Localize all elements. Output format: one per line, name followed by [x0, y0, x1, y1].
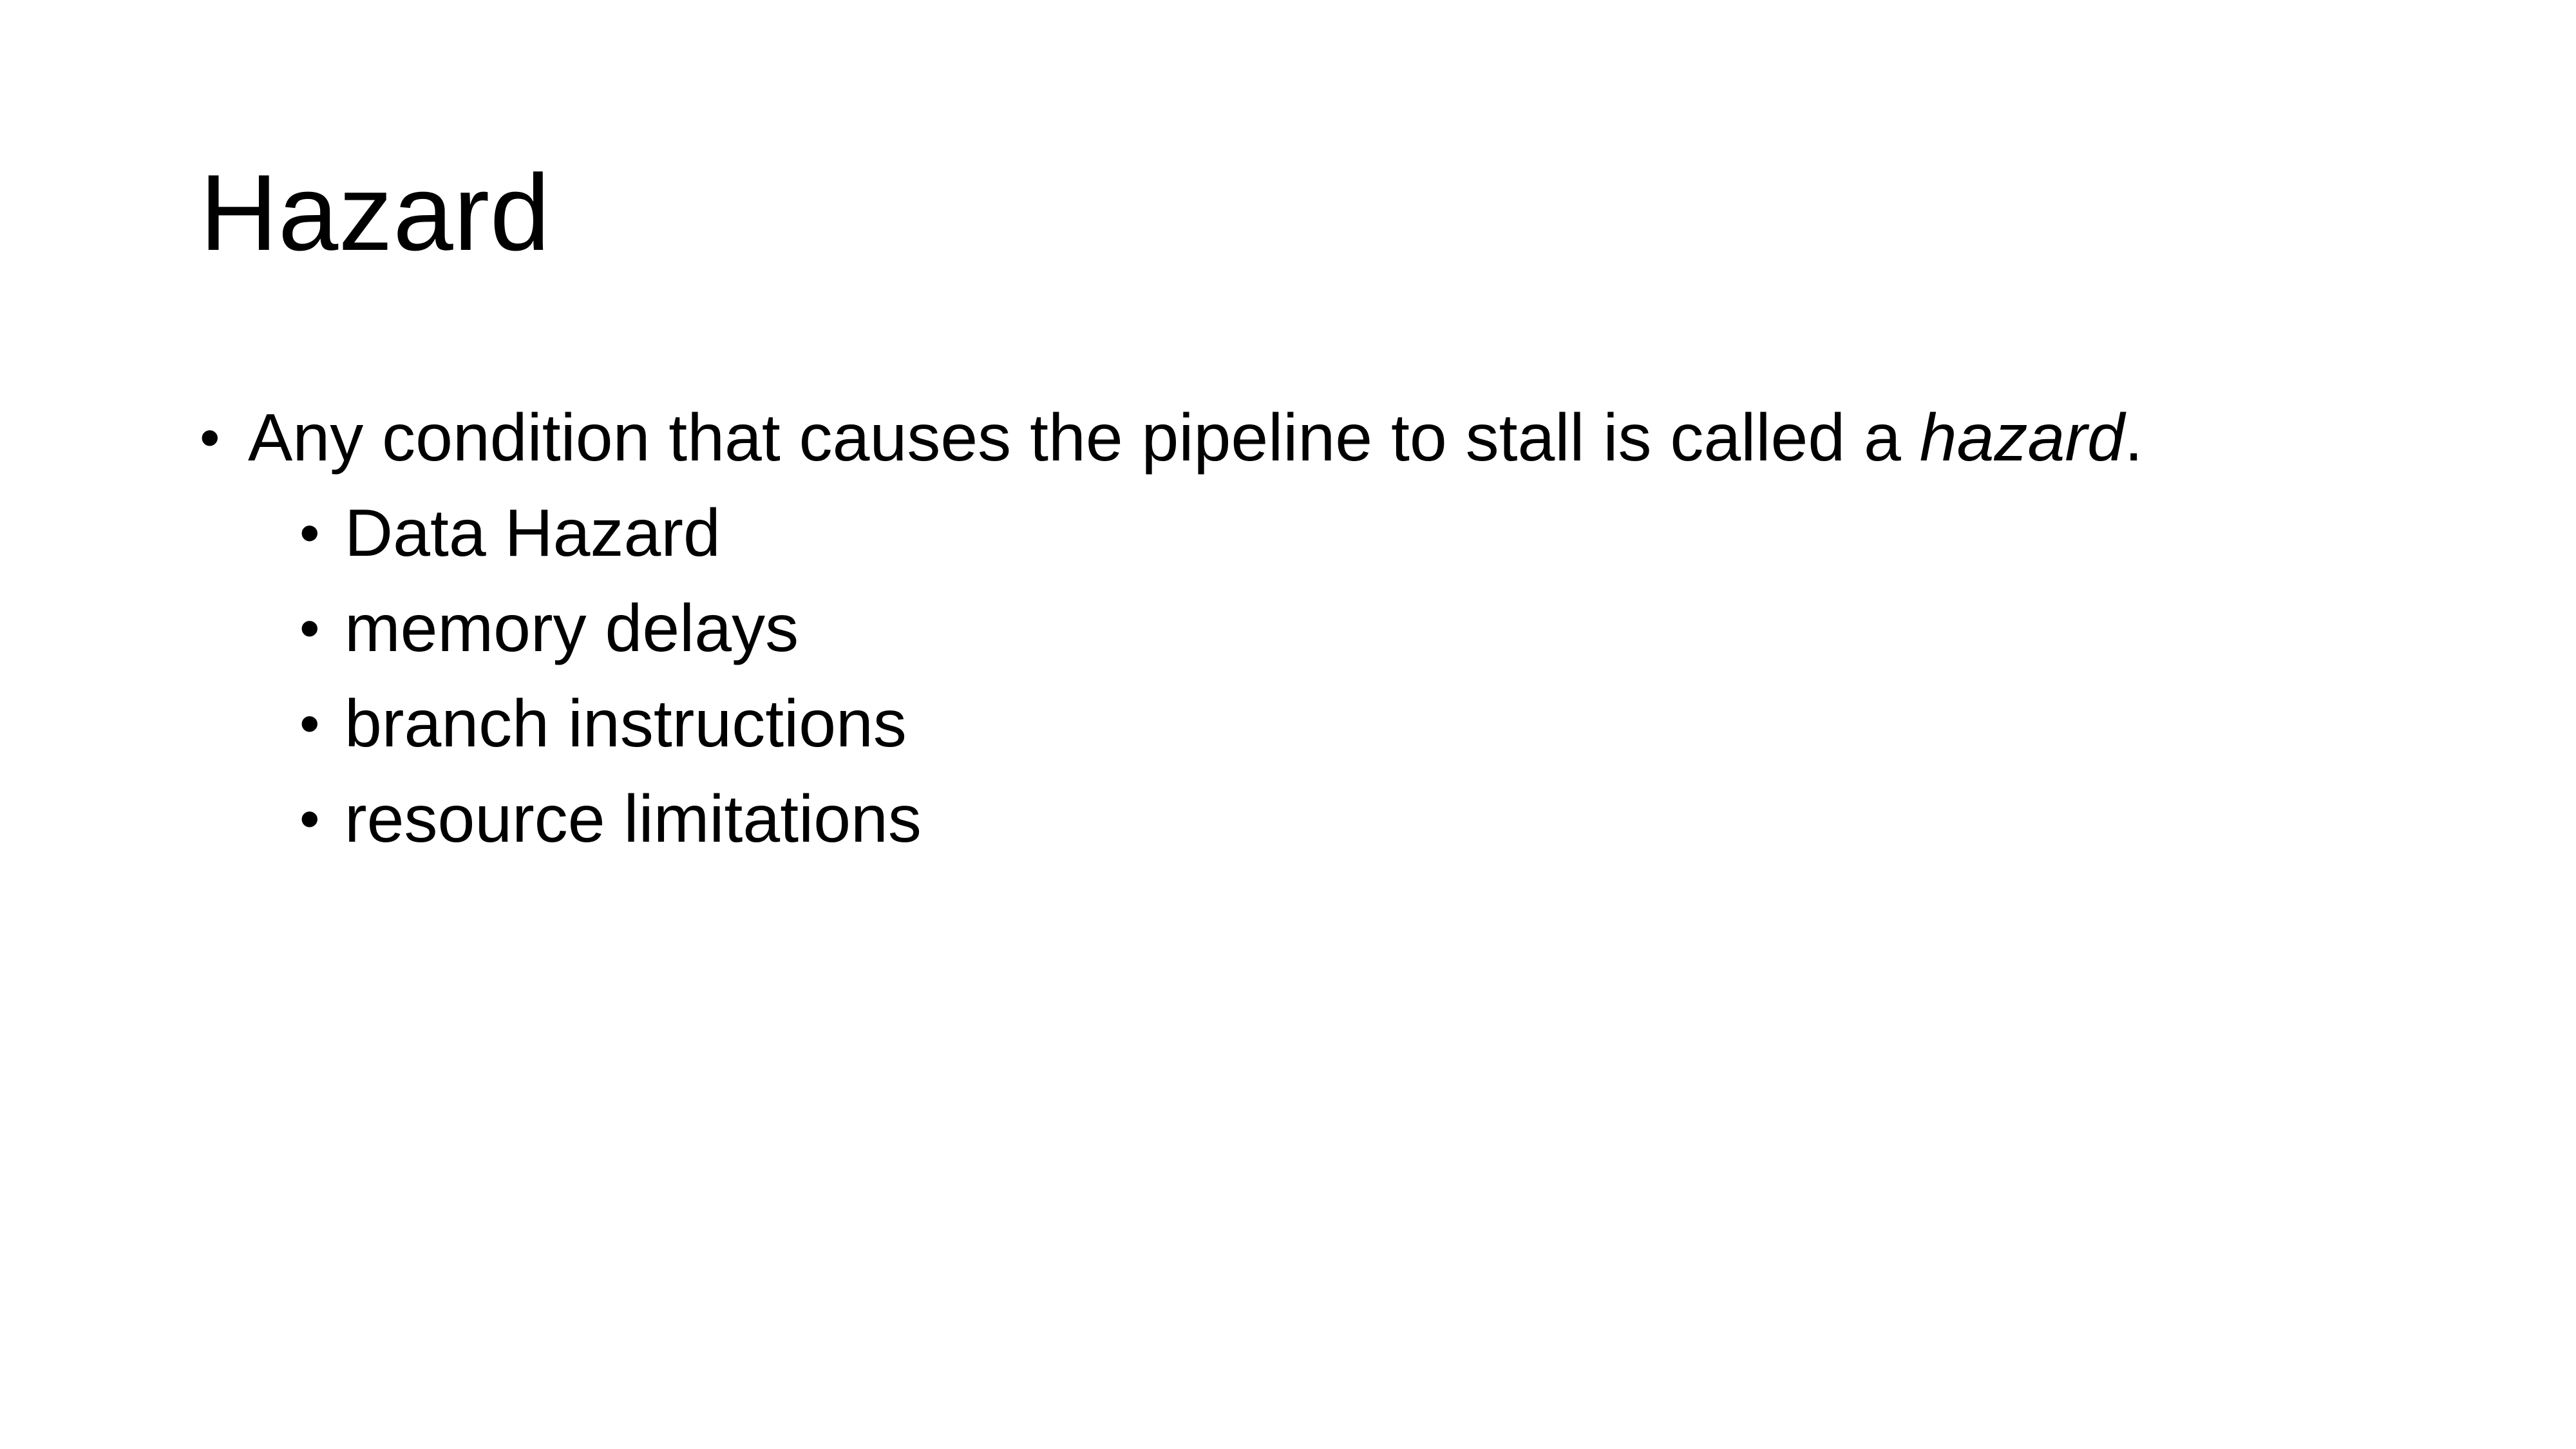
bullet-dot-icon: •	[299, 787, 320, 851]
sub-bullet-resource-limitations	[200, 774, 2454, 869]
sub-bullet-text: Data Hazard	[345, 496, 721, 571]
slide-title: Hazard	[200, 152, 551, 273]
bullet-main-punct: .	[2124, 401, 2143, 475]
bullet-dot-icon: •	[200, 406, 220, 470]
bullet-dot-icon: •	[299, 692, 320, 756]
sub-bullet-text: branch instructions	[345, 687, 907, 761]
sub-bullet-branch-instructions	[200, 679, 2454, 774]
sub-bullet-data-hazard	[200, 488, 2454, 583]
slide-body	[200, 393, 2454, 869]
bullet-main-text: Any condition that causes the pipeline to stall is called a	[248, 401, 1920, 475]
bullet-main	[200, 393, 2454, 488]
sub-bullet-text: resource limitations	[345, 782, 922, 857]
sub-bullet-memory-delays	[200, 583, 2454, 679]
bullet-main-emphasis: hazard	[1919, 401, 2125, 475]
sub-bullet-text: memory delays	[345, 591, 799, 666]
bullet-dot-icon: •	[299, 501, 320, 565]
bullet-dot-icon: •	[299, 596, 320, 661]
